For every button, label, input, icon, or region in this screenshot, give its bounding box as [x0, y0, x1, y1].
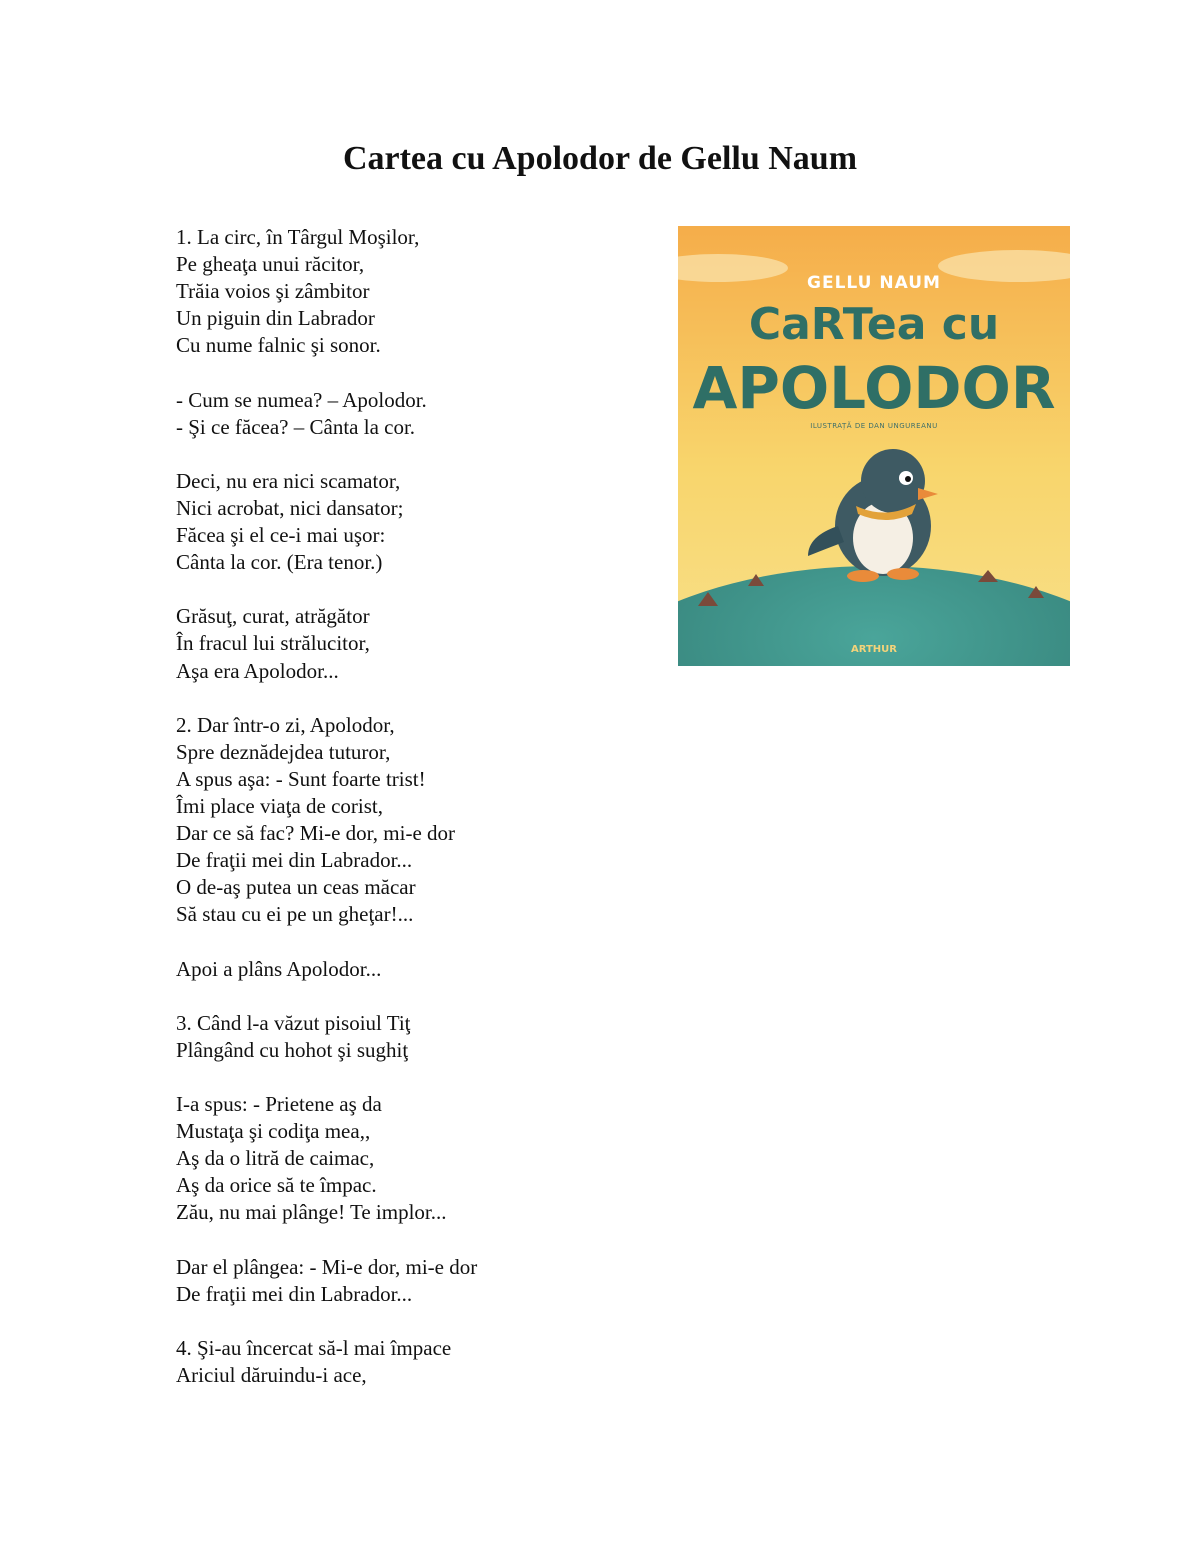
poem-stanza — [176, 1091, 646, 1226]
poem-stanza — [176, 224, 646, 359]
poem-line: Grăsuţ, curat, atrăgător — [176, 604, 370, 629]
poem-line: De fraţii mei din Labrador... — [176, 848, 413, 873]
poem-line: Aş da orice să te împac. — [176, 1173, 377, 1198]
poem-line: Deci, nu era nici scamator, — [176, 468, 401, 493]
poem-line: Cânta la cor. (Era tenor.) — [176, 550, 383, 575]
poem-line: - Cum se numea? – Apolodor. — [176, 387, 427, 412]
poem-stanza — [176, 956, 646, 983]
poem-line: 1. La circ, în Târgul Moşilor, — [176, 225, 420, 249]
poem-line: În fracul lui strălucitor, — [176, 631, 370, 656]
poem-line: Zău, nu mai plânge! Te implor... — [176, 1200, 447, 1225]
book-cover-image — [678, 226, 1070, 666]
poem-line: Dar ce să fac? Mi-e dor, mi-e dor — [176, 821, 456, 846]
poem-line: O de-aş putea un ceas măcar — [176, 875, 416, 900]
cover-publisher: ARTHUR — [850, 644, 898, 655]
poem-text — [176, 224, 646, 1416]
poem-line: Un piguin din Labrador — [176, 306, 375, 331]
poem-line: Aşa era Apolodor... — [176, 658, 339, 683]
poem-line: - Şi ce făcea? – Cânta la cor. — [176, 414, 416, 439]
poem-line: Trăia voios şi zâmbitor — [176, 279, 370, 304]
poem-line: Nici acrobat, nici dansator; — [176, 495, 404, 520]
cover-title-line1: CaRTea cu — [748, 299, 1000, 350]
cover-illustrator: ILUSTRAȚĂ DE DAN UNGUREANU — [810, 422, 938, 430]
poem-line: Aş da o litră de caimac, — [176, 1146, 375, 1171]
poem-line: Ariciul dăruindu-i ace, — [176, 1362, 367, 1387]
poem-stanza — [176, 1010, 646, 1064]
poem-line: Dar el plângea: - Mi-e dor, mi-e dor — [176, 1254, 478, 1279]
poem-stanza — [176, 1335, 646, 1389]
poem-line: Cu nume falnic şi sonor. — [176, 333, 381, 358]
poem-line: De fraţii mei din Labrador... — [176, 1281, 413, 1306]
poem-stanza — [176, 387, 646, 441]
poem-line: Îmi place viaţa de corist, — [176, 793, 383, 818]
poem-stanza — [176, 468, 646, 576]
poem-line: Să stau cu ei pe un gheţar!... — [176, 902, 414, 927]
poem-stanza — [176, 712, 646, 929]
poem-line: I-a spus: - Prietene aş da — [176, 1092, 382, 1116]
poem-line: Făcea şi el ce-i mai uşor: — [176, 523, 386, 548]
document-title: Cartea cu Apolodor de Gellu Naum — [342, 140, 858, 177]
poem-stanza — [176, 1254, 646, 1308]
cover-title-line2: APOLODOR — [692, 354, 1056, 422]
poem-line: Plângând cu hohot şi sughiţ — [176, 1037, 409, 1062]
poem-line: 2. Dar într-o zi, Apolodor, — [176, 712, 395, 737]
poem-line: 3. Când l-a văzut pisoiul Tiţ — [176, 1010, 411, 1035]
poem-line: Pe gheaţa unui răcitor, — [176, 252, 365, 277]
poem-line: 4. Şi-au încercat să-l mai împace — [176, 1335, 452, 1360]
poem-line: A spus aşa: - Sunt foarte trist! — [176, 766, 426, 791]
poem-line: Mustaţa şi codiţa mea,, — [176, 1119, 371, 1144]
poem-stanza — [176, 603, 646, 684]
cover-author: GELLU NAUM — [807, 273, 941, 293]
poem-line: Spre deznădejdea tuturor, — [176, 739, 391, 764]
poem-line: Apoi a plâns Apolodor... — [176, 956, 382, 981]
